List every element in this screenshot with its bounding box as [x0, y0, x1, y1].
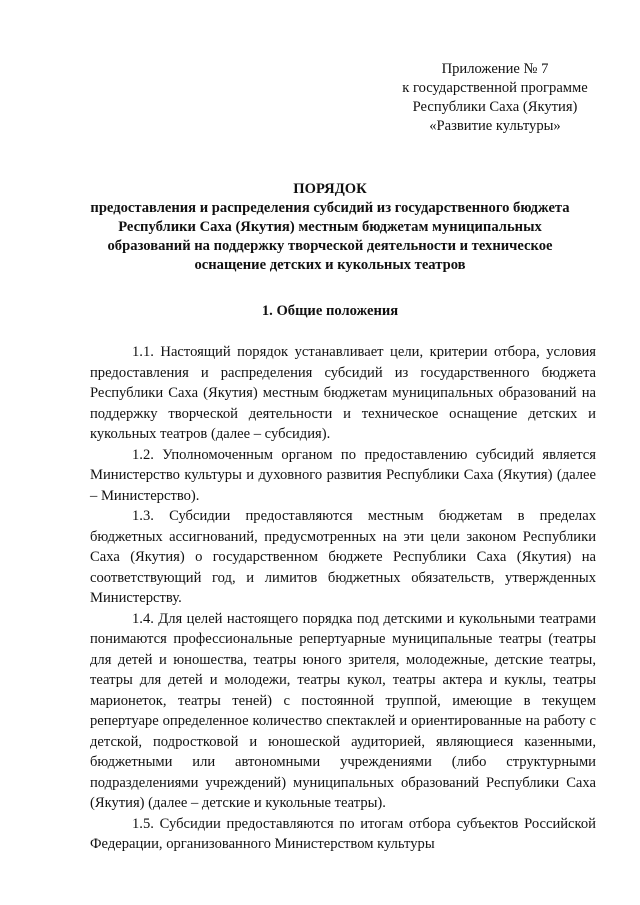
- paragraph-1-1: 1.1. Настоящий порядок устанавливает цели, критерии отбора, условия предоставления и распределения субсидий из государственного бюджета Республики Саха (Якутия) местным бюджетам муниципальных образований на поддержку творческой деятельности и техническое оснащение детских и кукольных театров (далее – субсидия).: [90, 344, 596, 442]
- appendix-program-name: «Развитие культуры»: [429, 118, 561, 134]
- appendix-block: [330, 60, 640, 136]
- section-heading: 1. Общие положения: [261, 303, 399, 319]
- document-body: [90, 342, 596, 855]
- appendix-number: Приложение № 7: [441, 61, 549, 77]
- appendix-republic: Республики Саха (Якутия): [412, 99, 578, 115]
- paragraph-1-4: 1.4. Для целей настоящего порядка под детскими и кукольными театрами понимаются профессиональные репертуарные муниципальные театры (театры для детей и юношества, театры юного зрителя, молодежные, детские театры, театры для детей и молодежи, театры кукол, театры актера и куклы, театры марионеток, театры теней) с постоянной труппой, имеющие в текущем репертуаре определенное количество спектаклей и ориентированные на работу с детской, подростковой и юношеской аудиторией, являющиеся казенными, бюджетными или автономными учреждениями (либо структурными подразделениями учреждений) муниципальных образований Республики Саха (Якутия) (далее – детские и кукольные театры).: [90, 610, 596, 811]
- document-title: [80, 180, 580, 275]
- appendix-program: к государственной программе: [402, 80, 588, 96]
- paragraph-1-2: 1.2. Уполномоченным органом по предоставлению субсидий является Министерство культуры и духовного развития Республики Саха (Якутия) (далее – Министерство).: [90, 446, 596, 504]
- paragraph-1-3: 1.3. Субсидии предоставляются местным бюджетам в пределах бюджетных ассигнований, предусмотренных на эти цели законом Республики Саха (Якутия) о государственном бюджете Республики Саха (Якутия) на соответствующий год, и лимитов бюджетных обязательств, утвержденных Министерству.: [90, 508, 596, 606]
- title-subtitle: предоставления и распределения субсидий из государственного бюджета Республики Саха (Якутия) местным бюджетам муниципальных образований на поддержку творческой деятельности и техническое оснащение детских и кукольных театров: [90, 200, 570, 273]
- paragraph-1-5: 1.5. Субсидии предоставляются по итогам отбора субъектов Российской Федерации, организованного Министерством культуры: [90, 815, 596, 852]
- title-heading: ПОРЯДОК: [293, 181, 367, 197]
